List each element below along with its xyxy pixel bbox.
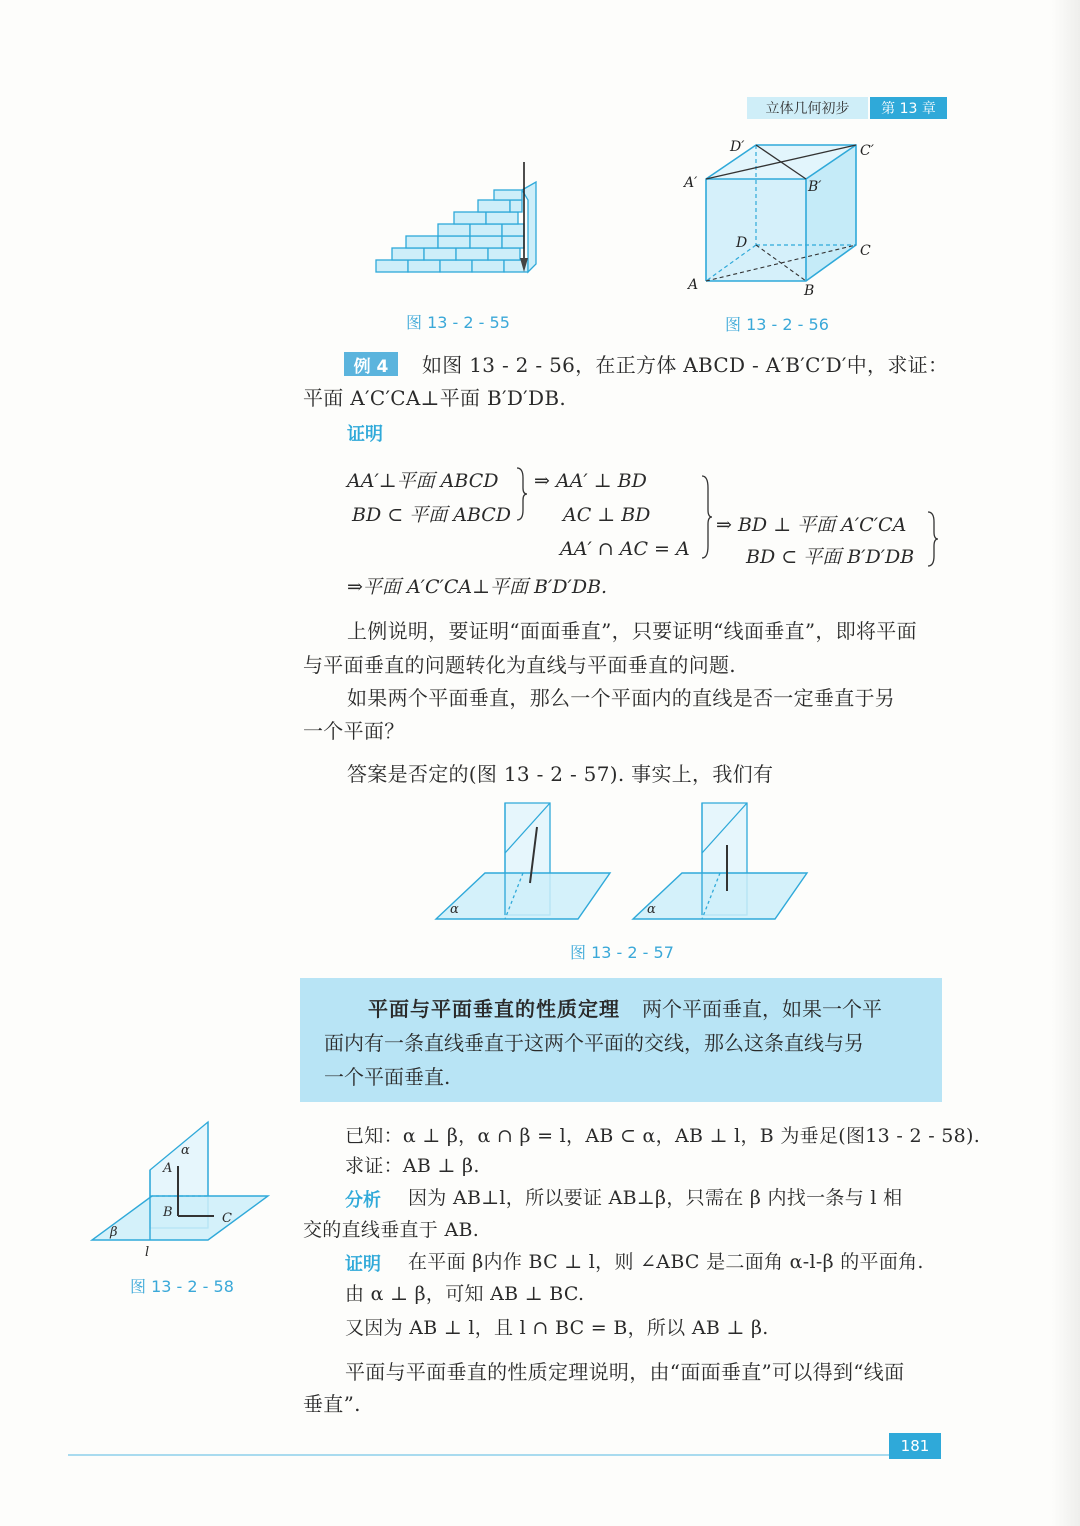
theorem-box	[300, 978, 942, 1102]
dihedral-label-a: A	[163, 1161, 173, 1176]
page-number: 181	[889, 1433, 941, 1459]
plane-alpha-label-1: α	[450, 902, 459, 917]
section-header: 立体几何初步	[747, 97, 868, 119]
figure-cube	[680, 135, 880, 300]
figure-55-caption: 图 13 - 2 - 55	[406, 313, 510, 332]
paragraph-1a: 上例说明，要证明“面面垂直”，只要证明“线面垂直”，即将平面	[347, 619, 917, 643]
paragraph-1b: 与平面垂直的问题转化为直线与平面垂直的问题.	[303, 653, 736, 677]
cube-label-a: A	[688, 277, 699, 293]
cube-label-d-prime: D′	[730, 139, 745, 155]
proof-r2b: AC ⊥ BD	[563, 504, 651, 526]
given-proof-line-3: 又因为 AB ⊥ l，且 l ∩ BC = B，所以 AB ⊥ β.	[345, 1317, 769, 1339]
theorem-title: 平面与平面垂直的性质定理	[368, 997, 620, 1021]
cube-label-b: B	[804, 283, 815, 299]
cube-label-d: D	[736, 235, 748, 251]
page-edge-shadow	[1052, 0, 1080, 1526]
proof-r1b: ⇒ AA′ ⊥ BD	[534, 470, 647, 492]
cube-label-a-prime: A′	[684, 175, 698, 191]
dihedral-label-l: l	[145, 1245, 150, 1258]
proof-conclusion: ⇒平面 A′C′CA⊥平面 B′D′DB.	[347, 576, 608, 598]
proof-r2a: BD ⊂ 平面 ABCD	[352, 504, 512, 526]
brace-3	[926, 510, 940, 568]
dihedral-label-b: B	[163, 1205, 173, 1220]
given-proof-line-2: 由 α ⊥ β，可知 AB ⊥ BC.	[345, 1283, 585, 1305]
dihedral-label-alpha: α	[181, 1143, 190, 1158]
proof-label: 证明	[347, 424, 383, 445]
figure-56-caption: 图 13 - 2 - 56	[725, 315, 829, 334]
footer-rule	[68, 1454, 889, 1456]
figure-brick-wall	[370, 160, 550, 280]
analysis-label: 分析	[345, 1190, 381, 1211]
figure-57-caption: 图 13 - 2 - 57	[570, 943, 674, 962]
figure-dihedral	[88, 1118, 273, 1258]
cube-label-c-prime: C′	[860, 143, 874, 159]
example-line-1: 如图 13 - 2 - 56，在正方体 ABCD - A′B′C′D′中，求证：	[422, 353, 949, 377]
proof-r1a: AA′⊥平面 ABCD	[347, 470, 499, 492]
paragraph-2a: 如果两个平面垂直，那么一个平面内的直线是否一定垂直于另	[347, 686, 896, 710]
analysis-line-1: 因为 AB⊥l，所以要证 AB⊥β，只需在 β 内找一条与 l 相	[408, 1187, 903, 1209]
proof-r3b: BD ⊂ 平面 B′D′DB	[746, 546, 915, 568]
figure-58-caption: 图 13 - 2 - 58	[130, 1277, 234, 1296]
dihedral-label-c: C	[222, 1211, 232, 1226]
proof-r3a: AA′ ∩ AC = A	[560, 538, 690, 560]
theorem-line-1: 两个平面垂直，如果一个平	[642, 997, 882, 1021]
cube-label-b-prime: B′	[808, 179, 822, 195]
brace-1	[515, 466, 529, 522]
paragraph-2b: 一个平面？	[303, 719, 405, 743]
plane-alpha-label-2: α	[647, 902, 656, 917]
paragraph-3: 答案是否定的(图 13 - 2 - 57). 事实上，我们有	[347, 762, 774, 786]
theorem-line-2: 面内有一条直线垂直于这两个平面的交线，那么这条直线与另	[324, 1031, 864, 1055]
cube-label-c: C	[860, 243, 871, 259]
brace-2	[700, 474, 714, 560]
example-badge: 例 4	[344, 352, 398, 376]
closing-line-2: 垂直”.	[303, 1392, 361, 1416]
closing-line-1: 平面与平面垂直的性质定理说明，由“面面垂直”可以得到“线面	[345, 1360, 905, 1384]
given-proof-line-1: 在平面 β内作 BC ⊥ l，则 ∠ABC 是二面角 α-l-β 的平面角.	[408, 1251, 924, 1273]
theorem-line-3: 一个平面垂直.	[324, 1065, 451, 1089]
theorem-first-line	[324, 992, 916, 1026]
figure-perpendicular-planes	[430, 795, 820, 925]
proof-r2c: ⇒ BD ⊥ 平面 A′C′CA	[716, 514, 907, 536]
dihedral-label-beta: β	[110, 1225, 118, 1240]
chapter-header: 第 13 章	[870, 97, 947, 119]
given-proof-label: 证明	[345, 1254, 381, 1275]
example-line-2: 平面 A′C′CA⊥平面 B′D′DB.	[303, 386, 567, 410]
given-line-2: 求证：AB ⊥ β.	[345, 1155, 480, 1177]
given-line-1: 已知：α ⊥ β，α ∩ β = l，AB ⊂ α，AB ⊥ l，B 为垂足(图13 - 2 - 58).	[345, 1125, 981, 1147]
analysis-line-2: 交的直线垂直于 AB.	[303, 1219, 480, 1241]
